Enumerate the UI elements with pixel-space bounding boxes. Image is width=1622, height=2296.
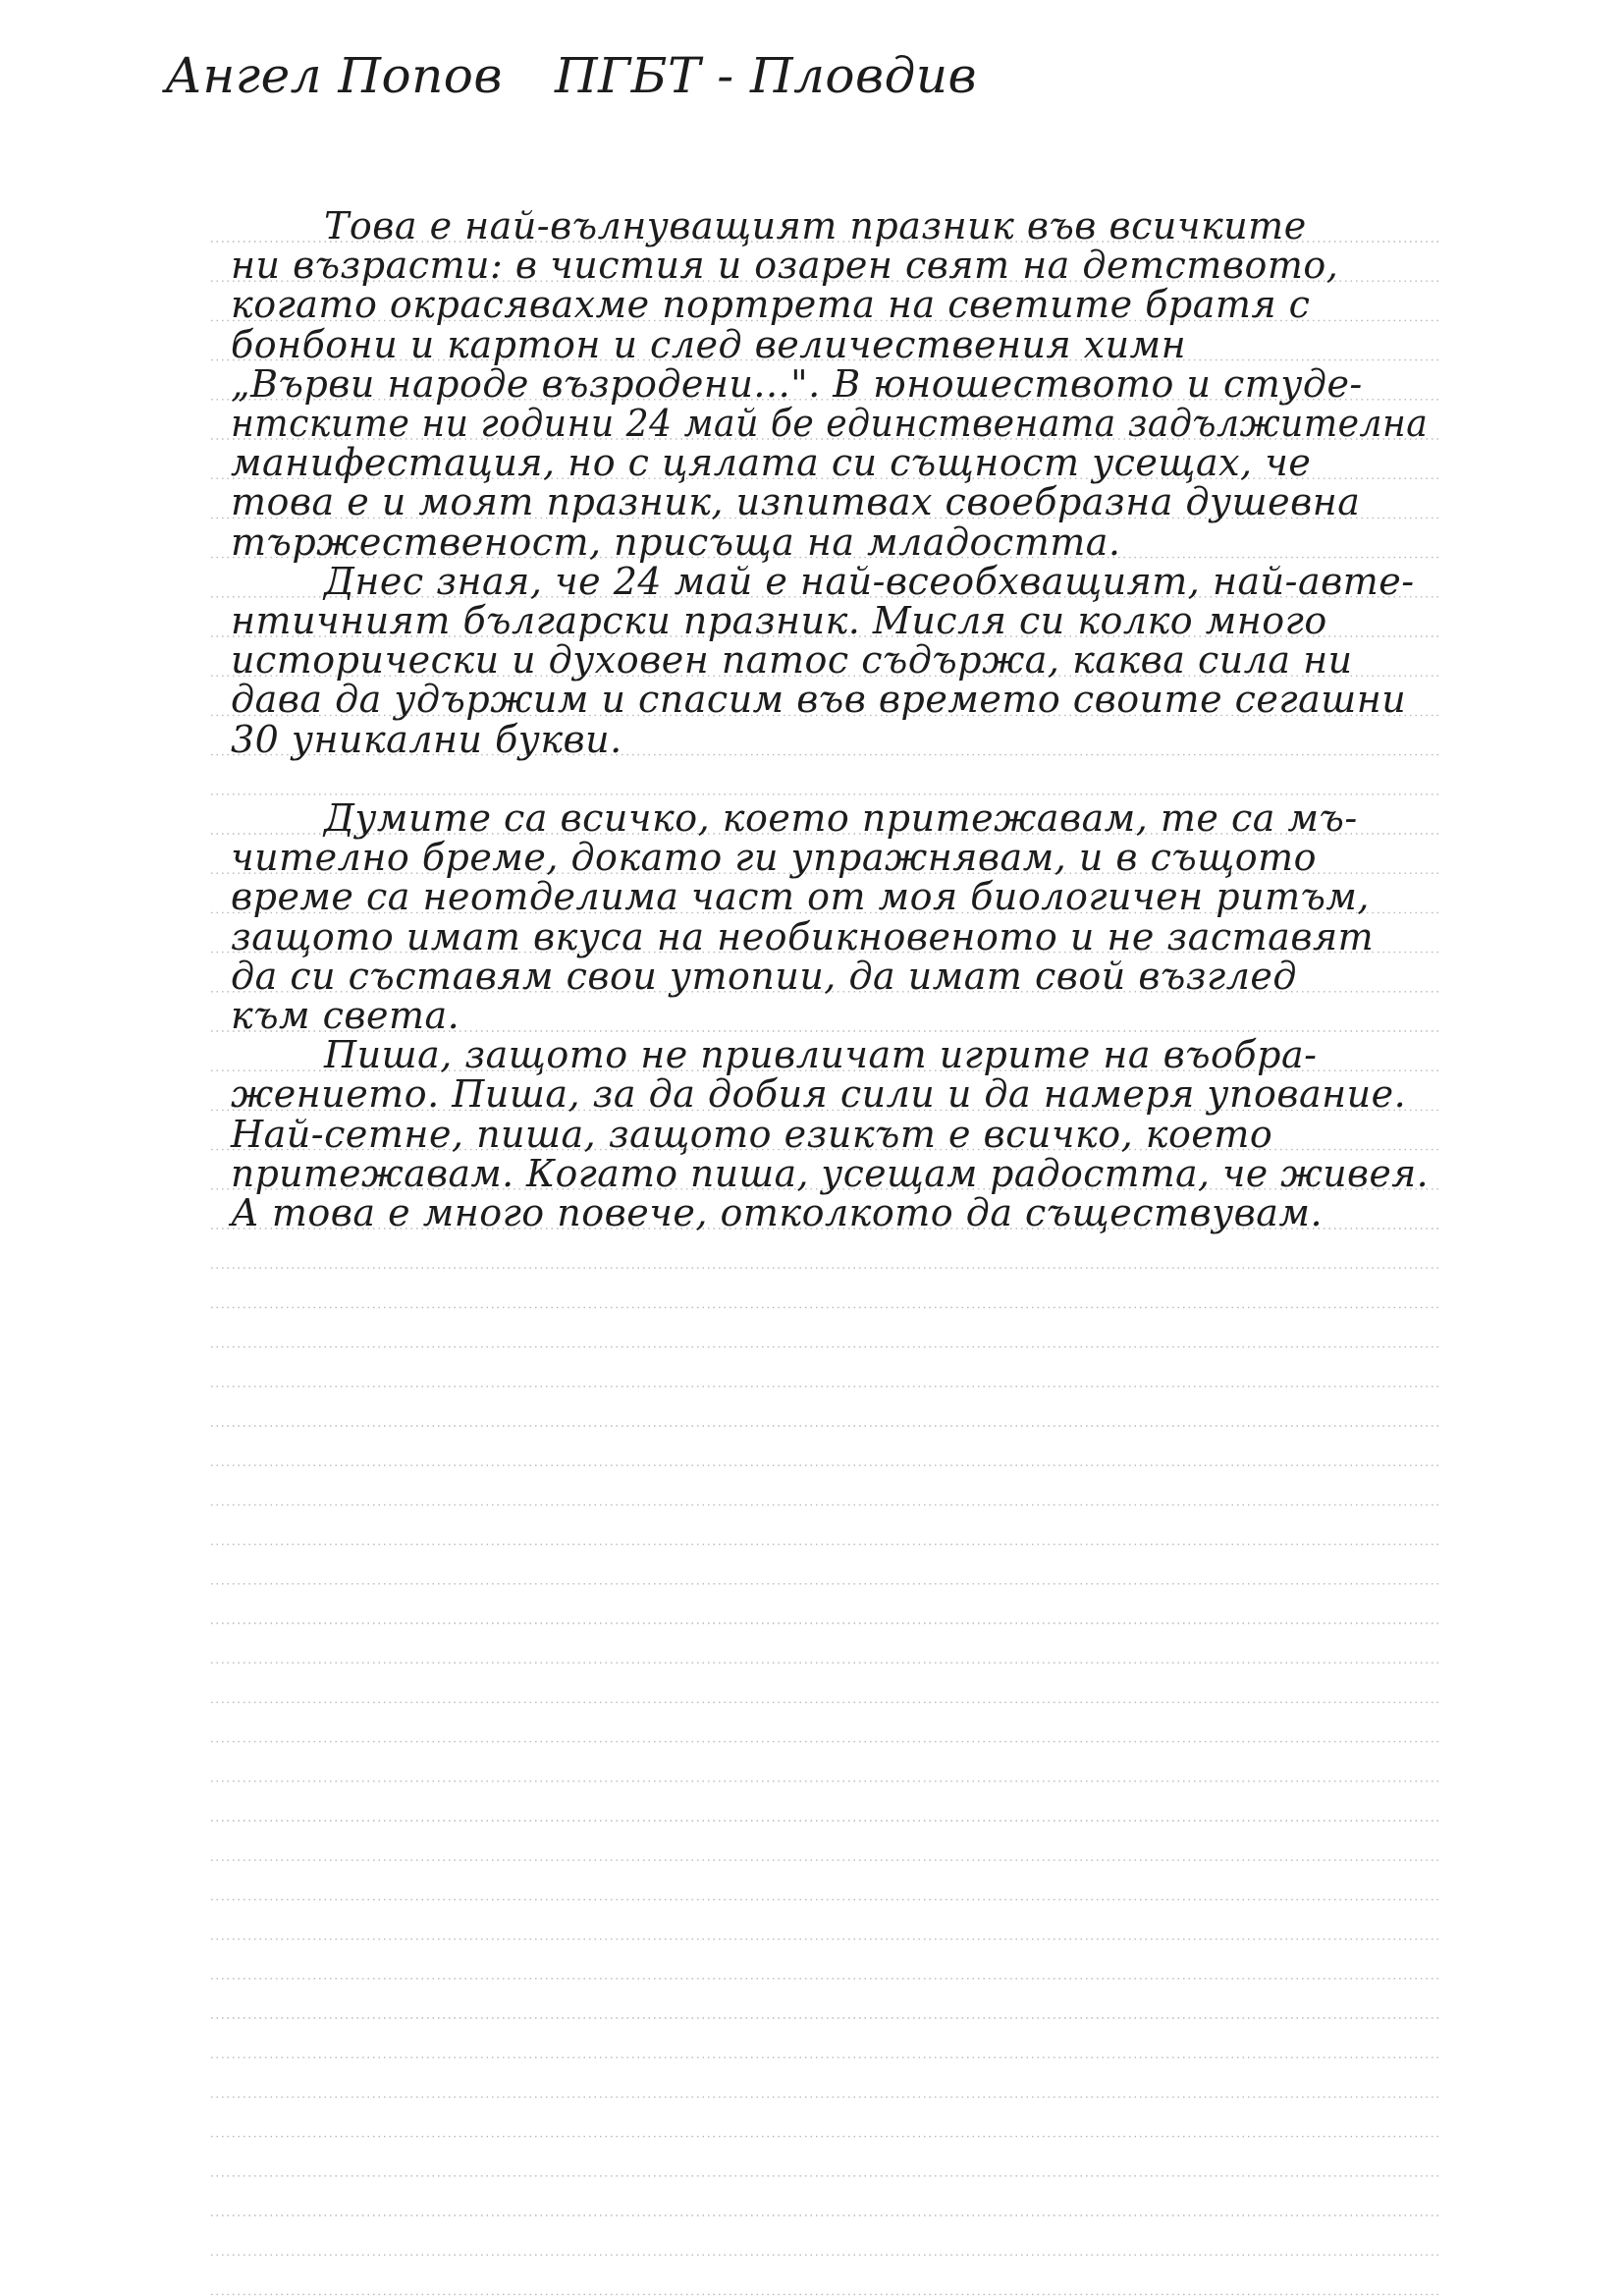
handwritten-line: „Върви народе възродени...". В юношеството и студе- xyxy=(231,361,1363,406)
handwritten-line: да си съставям свои утопии, да имат свой възглед xyxy=(231,954,1297,998)
handwritten-line: ни възрасти: в чистия и озарен свят на детството, xyxy=(231,244,1339,288)
school-name: ПГБТ - Пловдив xyxy=(555,47,978,104)
handwritten-line: към света. xyxy=(231,994,460,1037)
handwritten-line: нтските ни години 24 май бе единствената задължителна xyxy=(231,402,1429,445)
handwritten-line: Това е най-вълнуващият празник във всичките xyxy=(324,204,1307,247)
handwritten-line: когато окрасявахме портрета на светите братя с xyxy=(231,283,1311,327)
handwritten-line: Днес зная, че 24 май е най-всеобхващият, най-авте- xyxy=(324,559,1415,603)
handwritten-line: бонбони и картон и след величествения химн xyxy=(231,322,1187,366)
handwritten-line: време са неотделима част от моя биологичен ритъм, xyxy=(231,875,1371,919)
author-name: Ангел Попов xyxy=(165,47,504,104)
handwritten-line: дава да удържим и спасим във времето своите сегашни xyxy=(231,678,1407,722)
handwritten-line: Най-сетне, пиша, защото езикът е всичко, което xyxy=(231,1112,1273,1156)
handwritten-line: тържественост, присъща на младостта. xyxy=(231,519,1121,564)
handwritten-line: 30 уникални букви. xyxy=(231,717,622,761)
handwritten-line: Пиша, защото не привличат игрите на въобра- xyxy=(324,1033,1318,1077)
handwritten-line: А това е много повече, отколкото да съществувам. xyxy=(231,1191,1324,1234)
handwritten-line: това е и моят празник, изпитвах своебразна душевна xyxy=(231,480,1361,524)
handwritten-line: Думите са всичко, което притежавам, те са мъ- xyxy=(324,796,1358,840)
handwritten-line: манифестация, но с цялата си същност усещах, че xyxy=(231,441,1312,485)
handwritten-line: защото имат вкуса на необикновеното и не заставят xyxy=(231,914,1375,958)
handwritten-line: жението. Пиша, за да добия сили и да намеря упование. xyxy=(231,1072,1407,1117)
handwritten-line: притежавам. Когато пиша, усещам радостта, че живея. xyxy=(231,1151,1430,1195)
handwritten-line: исторически и духовен патос съдържа, каква сила ни xyxy=(231,638,1353,683)
handwritten-line: чително бреме, докато ги упражнявам, и в същото xyxy=(231,836,1318,880)
handwritten-line: нтичният български празник. Мисля си колко много xyxy=(231,599,1327,642)
